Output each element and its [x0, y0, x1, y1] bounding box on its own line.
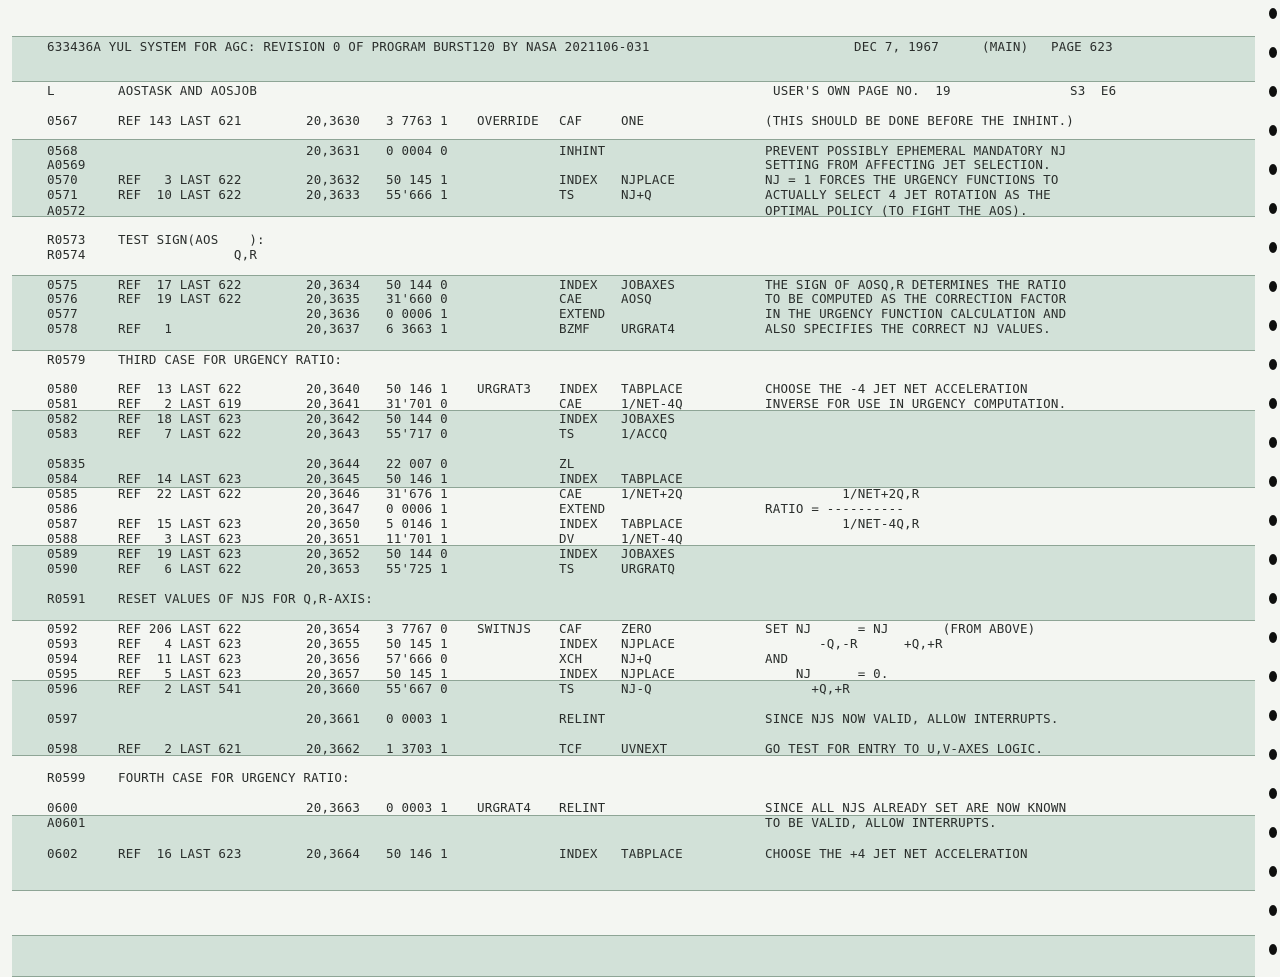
ref-field: REF 7 LAST 622: [118, 426, 242, 441]
comment: INVERSE FOR USE IN URGENCY COMPUTATION.: [765, 396, 1067, 411]
address: 20,3630: [306, 113, 361, 128]
address: 20,3647: [306, 501, 361, 516]
feed-hole: [1269, 905, 1277, 916]
address: 20,3662: [306, 741, 361, 756]
opcode: XCH: [559, 651, 583, 666]
subheader-codes: S3 E6: [1070, 83, 1117, 98]
line-number: R0573: [47, 232, 86, 247]
octal-word: 50 144 0: [386, 411, 448, 426]
comment: ACTUALLY SELECT 4 JET ROTATION AS THE: [765, 187, 1051, 202]
line-number: R0579: [47, 352, 86, 367]
opcode: INDEX: [559, 636, 598, 651]
operand: NJ-Q: [621, 681, 652, 696]
line-number: 0583: [47, 426, 78, 441]
address: 20,3634: [306, 277, 361, 292]
opcode: TS: [559, 681, 575, 696]
feed-hole: [1269, 8, 1277, 19]
address: 20,3651: [306, 531, 361, 546]
line-number: 0587: [47, 516, 78, 531]
comment: NJ = 0.: [765, 666, 889, 681]
address: 20,3645: [306, 471, 361, 486]
line-number: 0567: [47, 113, 78, 128]
feed-hole: [1269, 164, 1277, 175]
opcode: CAF: [559, 113, 583, 128]
opcode: TS: [559, 561, 575, 576]
label: SWITNJS: [477, 621, 532, 636]
ref-field: RESET VALUES OF NJS FOR Q,R-AXIS:: [118, 591, 373, 606]
feed-hole: [1269, 671, 1277, 682]
line-number: 0584: [47, 471, 78, 486]
line-number: 0575: [47, 277, 78, 292]
operand: URGRATQ: [621, 561, 676, 576]
ref-field: REF 19 LAST 623: [118, 546, 242, 561]
octal-word: 0 0006 1: [386, 501, 448, 516]
line-number: 0595: [47, 666, 78, 681]
ref-field: THIRD CASE FOR URGENCY RATIO:: [118, 352, 343, 367]
comment: 1/NET+2Q,R: [765, 486, 920, 501]
comment: TO BE COMPUTED AS THE CORRECTION FACTOR: [765, 291, 1067, 306]
feed-hole: [1269, 632, 1277, 643]
octal-word: 0 0004 0: [386, 143, 448, 158]
ref-field: REF 10 LAST 622: [118, 187, 242, 202]
ref-field: REF 18 LAST 623: [118, 411, 242, 426]
ref-field: REF 4 LAST 623: [118, 636, 242, 651]
comment: TO BE VALID, ALLOW INTERRUPTS.: [765, 815, 997, 830]
operand: ZERO: [621, 621, 652, 636]
operand: TABPLACE: [621, 381, 683, 396]
octal-word: 50 145 1: [386, 172, 448, 187]
opcode: INDEX: [559, 546, 598, 561]
line-number: 0576: [47, 291, 78, 306]
octal-word: 50 146 1: [386, 471, 448, 486]
feed-hole: [1269, 788, 1277, 799]
octal-word: 3 7763 1: [386, 113, 448, 128]
line-number: A0601: [47, 815, 86, 830]
label: URGRAT4: [477, 800, 532, 815]
line-number: 0568: [47, 143, 78, 158]
feed-hole: [1269, 554, 1277, 565]
comment: SINCE ALL NJS ALREADY SET ARE NOW KNOWN: [765, 800, 1067, 815]
line-number: 0592: [47, 621, 78, 636]
address: 20,3660: [306, 681, 361, 696]
header-title: 633436A YUL SYSTEM FOR AGC: REVISION 0 OF PROGRAM BURST120 BY NASA 2021106-031: [47, 39, 650, 54]
feed-hole: [1269, 476, 1277, 487]
ref-field: REF 143 LAST 621: [118, 113, 242, 128]
operand: UVNEXT: [621, 741, 668, 756]
comment: NJ = 1 FORCES THE URGENCY FUNCTIONS TO: [765, 172, 1059, 187]
octal-word: 31'660 0: [386, 291, 448, 306]
label: OVERRIDE: [477, 113, 539, 128]
ref-field: REF 11 LAST 623: [118, 651, 242, 666]
line-number: 0602: [47, 846, 78, 861]
opcode: CAE: [559, 291, 583, 306]
comment: SINCE NJS NOW VALID, ALLOW INTERRUPTS.: [765, 711, 1059, 726]
comment: ALSO SPECIFIES THE CORRECT NJ VALUES.: [765, 321, 1051, 336]
octal-word: 3 7767 0: [386, 621, 448, 636]
operand: 1/NET+2Q: [621, 486, 683, 501]
subheader-left: L: [47, 83, 55, 98]
comment: PREVENT POSSIBLY EPHEMERAL MANDATORY NJ: [765, 143, 1067, 158]
comment: 1/NET-4Q,R: [765, 516, 920, 531]
address: 20,3650: [306, 516, 361, 531]
line-number: 0590: [47, 561, 78, 576]
address: 20,3642: [306, 411, 361, 426]
operand: NJ+Q: [621, 187, 652, 202]
line-number: 0597: [47, 711, 78, 726]
comment: GO TEST FOR ENTRY TO U,V-AXES LOGIC.: [765, 741, 1044, 756]
ref-field: REF 2 LAST 621: [118, 741, 242, 756]
line-number: 0581: [47, 396, 78, 411]
ref-field: REF 2 LAST 619: [118, 396, 242, 411]
operand: AOSQ: [621, 291, 652, 306]
ref-field: REF 15 LAST 623: [118, 516, 242, 531]
opcode: INHINT: [559, 143, 606, 158]
operand: NJPLACE: [621, 636, 676, 651]
line-number: 0585: [47, 486, 78, 501]
feed-hole: [1269, 944, 1277, 955]
operand: TABPLACE: [621, 471, 683, 486]
octal-word: 22 007 0: [386, 456, 448, 471]
opcode: BZMF: [559, 321, 590, 336]
comment: THE SIGN OF AOSQ,R DETERMINES THE RATIO: [765, 277, 1067, 292]
comment: IN THE URGENCY FUNCTION CALCULATION AND: [765, 306, 1067, 321]
operand: TABPLACE: [621, 846, 683, 861]
line-number: 0596: [47, 681, 78, 696]
ref-field: REF 6 LAST 622: [118, 561, 242, 576]
octal-word: 1 3703 1: [386, 741, 448, 756]
line-number: 05835: [47, 456, 86, 471]
feed-hole: [1269, 86, 1277, 97]
octal-word: 55'666 1: [386, 187, 448, 202]
operand: 1/NET-4Q: [621, 531, 683, 546]
octal-word: 50 144 0: [386, 277, 448, 292]
line-number: 0580: [47, 381, 78, 396]
feed-hole: [1269, 515, 1277, 526]
line-number: 0593: [47, 636, 78, 651]
address: 20,3631: [306, 143, 361, 158]
address: 20,3664: [306, 846, 361, 861]
comment: SETTING FROM AFFECTING JET SELECTION.: [765, 157, 1051, 172]
opcode: TS: [559, 426, 575, 441]
line-number: 0571: [47, 187, 78, 202]
comment: AND: [765, 651, 789, 666]
address: 20,3644: [306, 456, 361, 471]
ref-field: REF 2 LAST 541: [118, 681, 242, 696]
octal-word: 50 146 1: [386, 846, 448, 861]
ref-field: TEST SIGN(AOS ):: [118, 232, 265, 247]
header-date: DEC 7, 1967: [854, 39, 939, 54]
opcode: INDEX: [559, 471, 598, 486]
octal-word: 31'676 1: [386, 486, 448, 501]
line-number: R0599: [47, 770, 86, 785]
address: 20,3640: [306, 381, 361, 396]
address: 20,3663: [306, 800, 361, 815]
opcode: RELINT: [559, 800, 606, 815]
address: 20,3654: [306, 621, 361, 636]
octal-word: 5 0146 1: [386, 516, 448, 531]
comment: CHOOSE THE +4 JET NET ACCELERATION: [765, 846, 1028, 861]
line-number: 0582: [47, 411, 78, 426]
ref-field: Q,R: [118, 247, 258, 262]
header-page: PAGE 623: [1051, 39, 1113, 54]
feed-hole: [1269, 437, 1277, 448]
operand: NJ+Q: [621, 651, 652, 666]
address: 20,3641: [306, 396, 361, 411]
line-number: 0577: [47, 306, 78, 321]
line-number: 0598: [47, 741, 78, 756]
header-section: (MAIN): [982, 39, 1029, 54]
ref-field: REF 1: [118, 321, 173, 336]
address: 20,3657: [306, 666, 361, 681]
line-number: 0588: [47, 531, 78, 546]
operand: ONE: [621, 113, 645, 128]
feed-hole: [1269, 47, 1277, 58]
address: 20,3652: [306, 546, 361, 561]
line-number: 0594: [47, 651, 78, 666]
address: 20,3653: [306, 561, 361, 576]
ref-field: REF 3 LAST 623: [118, 531, 242, 546]
feed-hole: [1269, 320, 1277, 331]
comment: OPTIMAL POLICY (TO FIGHT THE AOS).: [765, 203, 1028, 218]
address: 20,3632: [306, 172, 361, 187]
opcode: INDEX: [559, 516, 598, 531]
line-number: 0586: [47, 501, 78, 516]
ref-field: REF 17 LAST 622: [118, 277, 242, 292]
comment: RATIO = ----------: [765, 501, 905, 516]
octal-word: 57'666 0: [386, 651, 448, 666]
octal-word: 55'717 0: [386, 426, 448, 441]
paper-band: [12, 935, 1255, 977]
octal-word: 0 0003 1: [386, 711, 448, 726]
address: 20,3643: [306, 426, 361, 441]
feed-hole: [1269, 749, 1277, 760]
feed-hole: [1269, 359, 1277, 370]
operand: 1/NET-4Q: [621, 396, 683, 411]
line-number: A0569: [47, 157, 86, 172]
line-number: 0570: [47, 172, 78, 187]
ref-field: REF 16 LAST 623: [118, 846, 242, 861]
opcode: CAE: [559, 486, 583, 501]
line-number: R0591: [47, 591, 86, 606]
feed-hole: [1269, 866, 1277, 877]
octal-word: 6 3663 1: [386, 321, 448, 336]
comment: -Q,-R +Q,+R: [765, 636, 943, 651]
feed-hole: [1269, 710, 1277, 721]
ref-field: REF 13 LAST 622: [118, 381, 242, 396]
feed-hole: [1269, 242, 1277, 253]
address: 20,3636: [306, 306, 361, 321]
subheader-own-page: USER'S OWN PAGE NO. 19: [773, 83, 951, 98]
octal-word: 0 0006 1: [386, 306, 448, 321]
opcode: TS: [559, 187, 575, 202]
opcode: INDEX: [559, 381, 598, 396]
ref-field: REF 14 LAST 623: [118, 471, 242, 486]
ref-field: REF 206 LAST 622: [118, 621, 242, 636]
opcode: EXTEND: [559, 306, 606, 321]
octal-word: 11'701 1: [386, 531, 448, 546]
octal-word: 55'667 0: [386, 681, 448, 696]
opcode: CAE: [559, 396, 583, 411]
line-number: A0572: [47, 203, 86, 218]
operand: JOBAXES: [621, 546, 676, 561]
operand: NJPLACE: [621, 172, 676, 187]
octal-word: 55'725 1: [386, 561, 448, 576]
address: 20,3661: [306, 711, 361, 726]
subheader-task: AOSTASK AND AOSJOB: [118, 83, 258, 98]
opcode: INDEX: [559, 846, 598, 861]
line-number: R0574: [47, 247, 86, 262]
tractor-feed-holes: [1266, 0, 1280, 963]
address: 20,3646: [306, 486, 361, 501]
opcode: INDEX: [559, 277, 598, 292]
comment: CHOOSE THE -4 JET NET ACCELERATION: [765, 381, 1028, 396]
octal-word: 50 146 1: [386, 381, 448, 396]
operand: NJPLACE: [621, 666, 676, 681]
operand: TABPLACE: [621, 516, 683, 531]
ref-field: REF 5 LAST 623: [118, 666, 242, 681]
line-number: 0589: [47, 546, 78, 561]
opcode: EXTEND: [559, 501, 606, 516]
address: 20,3656: [306, 651, 361, 666]
octal-word: 31'701 0: [386, 396, 448, 411]
operand: 1/ACCQ: [621, 426, 668, 441]
feed-hole: [1269, 827, 1277, 838]
octal-word: 50 144 0: [386, 546, 448, 561]
octal-word: 0 0003 1: [386, 800, 448, 815]
address: 20,3655: [306, 636, 361, 651]
feed-hole: [1269, 398, 1277, 409]
operand: JOBAXES: [621, 277, 676, 292]
opcode: INDEX: [559, 411, 598, 426]
feed-hole: [1269, 125, 1277, 136]
opcode: ZL: [559, 456, 575, 471]
address: 20,3633: [306, 187, 361, 202]
feed-hole: [1269, 281, 1277, 292]
opcode: INDEX: [559, 666, 598, 681]
line-number: 0578: [47, 321, 78, 336]
opcode: INDEX: [559, 172, 598, 187]
ref-field: FOURTH CASE FOR URGENCY RATIO:: [118, 770, 350, 785]
octal-word: 50 145 1: [386, 636, 448, 651]
comment: +Q,+R: [765, 681, 850, 696]
label: URGRAT3: [477, 381, 532, 396]
ref-field: REF 3 LAST 622: [118, 172, 242, 187]
opcode: TCF: [559, 741, 583, 756]
ref-field: REF 19 LAST 622: [118, 291, 242, 306]
address: 20,3637: [306, 321, 361, 336]
opcode: RELINT: [559, 711, 606, 726]
line-number: 0600: [47, 800, 78, 815]
comment: (THIS SHOULD BE DONE BEFORE THE INHINT.): [765, 113, 1075, 128]
ref-field: REF 22 LAST 622: [118, 486, 242, 501]
opcode: DV: [559, 531, 575, 546]
feed-hole: [1269, 203, 1277, 214]
feed-hole: [1269, 593, 1277, 604]
address: 20,3635: [306, 291, 361, 306]
operand: URGRAT4: [621, 321, 676, 336]
operand: JOBAXES: [621, 411, 676, 426]
comment: SET NJ = NJ (FROM ABOVE): [765, 621, 1036, 636]
octal-word: 50 145 1: [386, 666, 448, 681]
opcode: CAF: [559, 621, 583, 636]
